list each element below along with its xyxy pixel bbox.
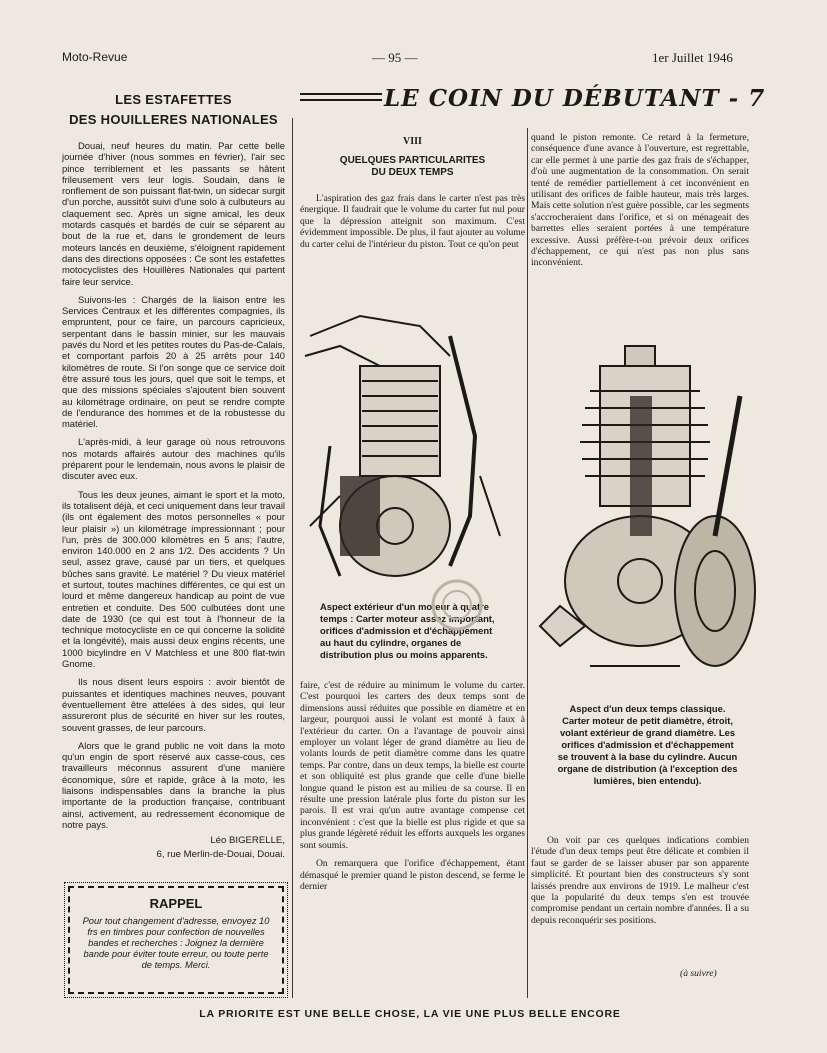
banner-title: LE COIN DU DÉBUTANT - 7 xyxy=(384,85,766,112)
two-stroke-caption: Aspect d'un deux temps classique. Carter moteur de petit diamètre, étroit, volant extérieur de grand diamètre. Les orifices d'admission et d'échappement se trouvent à la base du cylindre. Aucun organe de distribution (à l'exception des lumières, bien entendu). xyxy=(557,703,738,786)
paragraph: Douai, neuf heures du matin. Par cette belle journée d'hiver (nous sommes en février), l'air sec pince terriblement et les passants se hâtent frileusement vers leur logis. Soudain, dans le ronflement de son puissant flat-twin, un sidecar surgit d'un porche, aussitôt suivi d'une solo à culbuteurs au claquement sec. Après un signe amical, les deux motards casqués et bardés de cuir se séparent au bout de la rue et, dans le grondement de leurs moteurs lancés en deuxième, s'éloignent rapidement dans des directions opposées : Ce sont les estafettes motocyclistes des Houillères Nationales qui partent faire leur service. xyxy=(62,140,285,287)
right-column-bottom xyxy=(531,835,749,933)
section-title-line2: DU DEUX TEMPS xyxy=(371,167,454,178)
footer-slogan: LA PRIORITE EST UNE BELLE CHOSE, LA VIE UNE PLUS BELLE ENCORE xyxy=(199,1008,621,1020)
paragraph: quand le piston remonte. Ce retard à la fermeture, conséquence d'une avance à l'ouverture, est regrettable, car elle permet à une partie des gaz frais de s'échapper, d'où une augmentation de la consommation. On serait tenté de remédier partiellement à cet inconvénient en utilisant des orifices de faible hauteur, mais très larges. Mais cette solution n'est guère possible, car les segments s'accrocheraient dans l'orifice, et si on ménageait des barrettes elles seraient portées à une température excessive. Aussi préfère-t-on prévoir deux orifices d'échappement, ce qui n'est pas non plus sans inconvénient. xyxy=(531,132,749,269)
author-address: 6, rue Merlin-de-Douai, Douai. xyxy=(156,849,285,860)
paragraph: Tous les deux jeunes, aimant le sport et la moto, ils totalisent déjà, et ceci uniquement dans leur travail (ils ont également des motos personnelles « pour leur plaisir ») un kilométrage impressionnant ; pour l'un, près de 300.000 kilomètres en 5 ans; l'autre, environ 140.000 en 2 ans 1/2. Des accidents ? Un seul, assez grave, causé par un tiers, et quelques bûches sans gravité. Le matériel ? Du vieux matériel et surtout, toutes machines différentes, ce qui est un lourd et même dangereux handicap au point de vue entretien et conduite. Des 500 culbutées dont une date de 1930 (ce qui est tout à l'honneur de la technique motocycliste en ce qui concerne la solidité et la longévité), mais aussi deux engins récents, une 1000 bicylindre en V Matchless et une 800 flat-twin Gnome. xyxy=(62,488,285,670)
column-divider-left xyxy=(292,118,293,998)
author-signature xyxy=(62,834,285,862)
section-title-line1: QUELQUES PARTICULARITES xyxy=(339,155,486,166)
four-stroke-caption: Aspect extérieur d'un moteur à quatre temps : Carter moteur assez important, orifices d'admission et d'échappement au haut du cylindre, organes de distribution plus ou moins apparents. xyxy=(320,601,495,660)
paragraph: Ils nous disent leurs espoirs : avoir bientôt de puissantes et identiques machines neuves, pouvant éventuellement être attelées à des sides, qui leur assureront plus de sécurité en hiver sur les routes, souvent grasses, de leur parcours. xyxy=(62,676,285,733)
two-stroke-engine-illustration xyxy=(530,336,758,698)
paragraph: On remarquera que l'orifice d'échappement, étant démasqué le premier quand le piston descend, se ferme le dernier xyxy=(300,858,525,892)
left-article-body xyxy=(62,140,285,837)
paragraph: faire, c'est de réduire au minimum le volume du carter. C'est pourquoi les carters des deux temps sont de dimensions aussi réduites que possible en diamètre et en largeur, pourquoi aussi le volant est monté à faux à l'extérieur du carter. On a l'avantage de pouvoir ainsi employer un volant léger de grand diamètre au lieu de volants lourds de petit diamètre comme dans les quatre temps. Par contre, dans un deux temps, la bielle est courte et son obliquité est plus grande que celle d'une bielle longue quand le piston est au milieu de sa course. Il en résulte une pression latérale plus forte du piston sur les parois. Il est vrai qu'un autre avantage compense cet inconvénient : c'est que la bielle est plus rigide et que sa plus grande légèreté réduit les efforts auxquels les organes sont soumis. xyxy=(300,680,525,851)
paragraph: Suivons-les : Chargés de la liaison entre les Services Centraux et les différentes compagnies, ils empruntent, pour ce faire, un parcours capricieux, serpentant dans le bassin minier, sur les mauvais pavés du Nord et les petites routes du Pas-de-Calais, et comportant parfois 20 à 25 arrêts pour 140 kilomètres de route. Si l'on songe que ce service doit être assuré tous les jours, quel que soit le temps, et que des missions spéciales s'ajoutent bien souvent au kilométrage ordinaire, on peut se rendre compte de l'endurance des hommes et de la robustesse du matériel. xyxy=(62,293,285,430)
magazine-name: Moto-Revue xyxy=(62,50,128,64)
rappel-title: RAPPEL xyxy=(149,896,203,911)
paragraph: Alors que le grand public ne voit dans la moto qu'un engin de sport réservé aux casse-cous, ces travailleurs méconnus assurent d'une manière économique, sûre et rapide, grâce à la moto, les liaisons indispensables dans la branche la plus importante de la production française, contribuant ainsi, activement, au redressement économique de notre pays. xyxy=(62,739,285,830)
continued-note: (à suivre) xyxy=(680,968,717,979)
left-title-line2: DES HOUILLERES NATIONALES xyxy=(69,112,278,127)
four-stroke-engine-illustration xyxy=(300,296,510,598)
paragraph: L'aspiration des gaz frais dans le carter n'est pas très énergique. Il faudrait que le volume du carter fut nul pour que la dépression atteignit son maximum. C'est évidemment impossible. De plus, il faut ajouter au volume du carter celui de l'intérieur du piston. Tout ce qu'on peut xyxy=(300,193,525,250)
section-number: VIII xyxy=(403,136,422,147)
column-divider-right xyxy=(527,128,528,998)
middle-column-top xyxy=(300,193,525,257)
paragraph: On voit par ces quelques indications combien l'étude d'un deux temps peut être délicate et combien il faut se garder de se laisser abuser par son apparente simplicité. Et pourtant bien des constructeurs s'y sont laissés prendre aux environs de 1919. Le malheur c'est que la popularité du deux temps s'en est trouvée compromise pendant un certain nombre d'années. Il a su depuis reconquérir ses positions. xyxy=(531,835,749,926)
middle-column-bottom xyxy=(300,680,525,899)
left-article-title xyxy=(62,90,285,130)
rappel-notice-box xyxy=(68,886,284,994)
rappel-body: Pour tout changement d'adresse, envoyez 10 frs en timbres pour confection de nouvelles bandes et recherches : Joignez la dernière bande pour éviter toute erreur, ou toute perte de temps. Merci. xyxy=(82,916,270,970)
section-banner xyxy=(300,84,766,114)
right-column-top xyxy=(531,132,749,276)
banner-rule-top xyxy=(300,93,382,95)
left-title-line1: LES ESTAFETTES xyxy=(115,92,232,107)
banner-rule-bottom xyxy=(300,99,382,101)
page-number: — 95 — xyxy=(372,50,418,65)
section-title xyxy=(300,155,525,179)
author-name: Léo BIGERELLE, xyxy=(210,835,285,846)
library-stamp-watermark xyxy=(427,575,487,635)
issue-date: 1er Juillet 1946 xyxy=(652,50,733,65)
paragraph: L'après-midi, à leur garage où nous retrouvons nos motards affairés autour des machines qu'ils préparent pour le lendemain, nous avons le plaisir de discuter avec eux. xyxy=(62,436,285,482)
